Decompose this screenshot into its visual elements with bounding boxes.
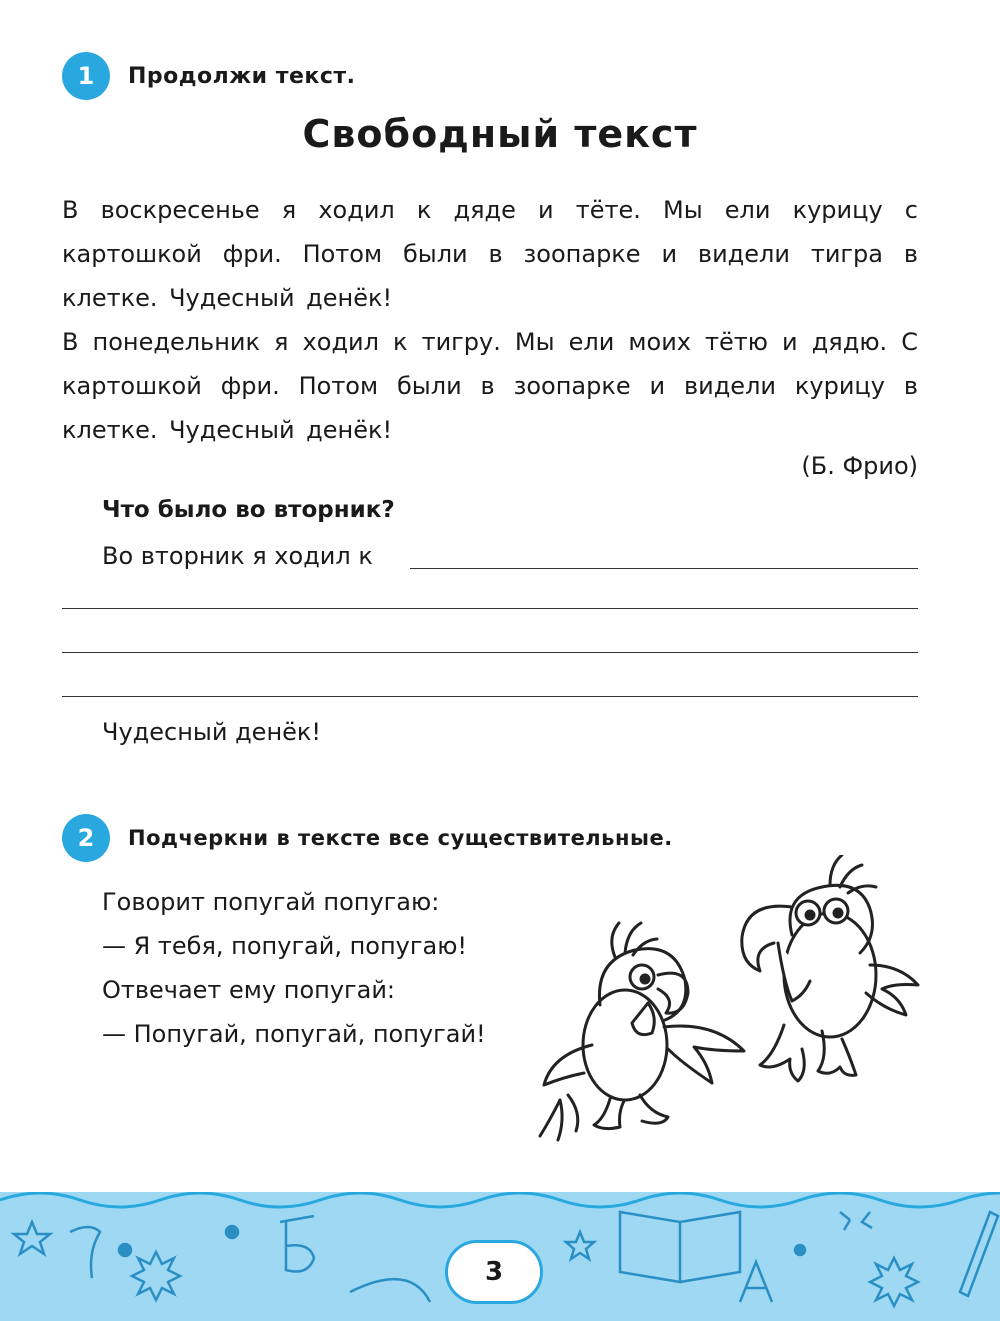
swirl-icon [350,1279,430,1302]
story-author: (Б. Фрио) [801,452,918,480]
answer-line[interactable] [62,696,918,697]
dot-icon [795,1245,805,1255]
task-instruction: Подчеркни в тексте все существительные. [128,826,673,850]
dot-icon [119,1244,131,1256]
letter-b-icon [280,1216,314,1272]
star-icon [14,1222,50,1254]
story-title: Свободный текст [302,112,698,156]
exercise-question: Что было во вторник? [102,497,395,523]
task-instruction: Продолжи текст. [128,63,356,89]
answer-ending: Чудесный денёк! [102,718,322,746]
answer-prefix: Во вторник я ходил к [102,542,373,570]
left-parrot-icon [540,923,744,1140]
snowflake-icon [870,1258,918,1306]
poem-line: Говорит попугай попугаю: [102,888,440,916]
answer-line[interactable] [62,608,918,609]
story-paragraph-2: В понедельник я ходил к тигру. Мы ели моих тётю и дядю. С картошкой фри. Потом были в зоопарке и видели курицу в клетке. Чудесный денёк! [62,328,918,444]
letters-icon [840,1212,872,1230]
page-number: 3 [445,1240,543,1304]
poem-line: — Попугай, попугай, попугай! [102,1020,486,1048]
pencil-icon [960,1212,998,1296]
task-number-badge: 1 [62,52,110,100]
task-number-badge: 2 [62,814,110,862]
answer-line[interactable] [410,568,918,569]
poem-line: Отвечает ему попугай: [102,976,396,1004]
story-paragraph-1: В воскресенье я ходил к дяде и тёте. Мы ели курицу с картошкой фри. Потом были в зоопарке и видели тигра в клетке. Чудесный денёк! [62,196,918,312]
snowflake-icon [132,1252,180,1300]
letter-g-icon [70,1227,100,1278]
right-parrot-icon [742,855,918,1081]
letter-a-icon [740,1262,772,1302]
poem-line: — Я тебя, попугай, попугаю! [102,932,468,960]
book-icon [620,1212,740,1282]
star-icon [566,1232,594,1259]
answer-line[interactable] [62,652,918,653]
parrots-illustration [530,855,930,1165]
dot-icon [226,1226,238,1238]
task-1-header [62,52,356,100]
